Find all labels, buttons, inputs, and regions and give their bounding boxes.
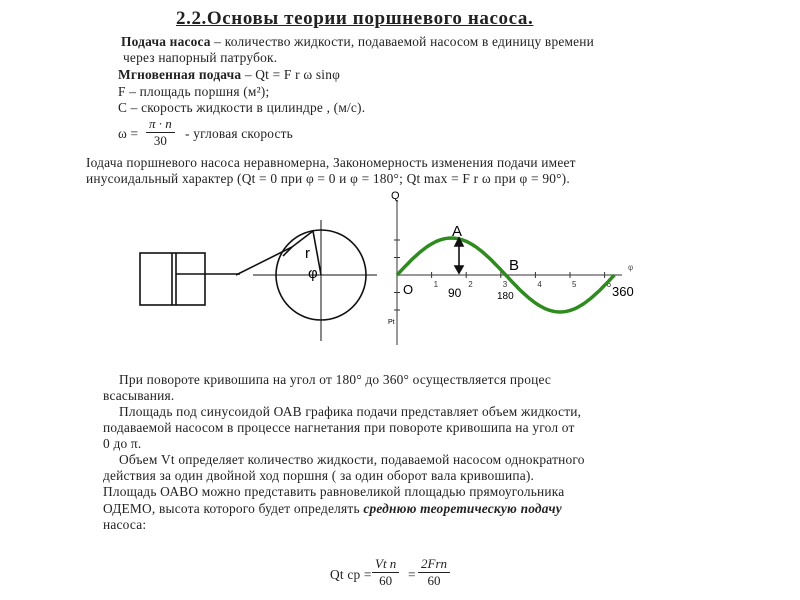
deg-90-label: 90 <box>448 286 462 300</box>
amplitude-arrow <box>455 238 463 273</box>
x-tick-label: 6 <box>606 280 612 289</box>
formula-lhs: Qt ср = <box>330 567 372 582</box>
x-tick-label: 3 <box>502 280 508 289</box>
x-axis-label: φ <box>628 263 634 272</box>
body-p2-line1: Площадь под синусоидой ОАВ графика подачи представляет объем жидкости, <box>119 404 582 419</box>
supply-term: Подача насоса <box>121 34 211 49</box>
x-tick-label: 1 <box>433 280 439 289</box>
omega-description: - угловая скорость <box>185 126 293 141</box>
origin-label: O <box>403 282 414 297</box>
instant-formula: – Qt = F r ω sinφ <box>241 67 341 82</box>
point-b: B <box>509 257 520 274</box>
body-p4-line2-text: ОДЕМО, высота которого будет определять <box>103 501 364 516</box>
y-axis-label: Q <box>391 190 400 202</box>
formula-f2-num: 2Frn <box>418 556 450 573</box>
x-tick-label: 2 <box>468 280 473 289</box>
deg-180-label: 180 <box>497 291 514 302</box>
c-definition: С – скорость жидкости в цилиндре , (м/с). <box>118 100 366 115</box>
page-title: 2.2.Основы теории поршневого насоса. <box>176 8 534 29</box>
body-p4-line1: Площадь ОАВО можно представить равновеликой площадью прямоугольника <box>103 484 565 499</box>
formula-f1-den: 60 <box>379 573 393 588</box>
omega-lhs: ω = <box>118 126 139 141</box>
arrow-head-down <box>455 266 463 273</box>
body-p3-line2: действия за один двойной ход поршня ( за один оборот вала кривошипа). <box>103 468 535 483</box>
formula-f1-num: Vt n <box>372 556 399 573</box>
supply-def-text: – количество жидкости, подаваемой насосом в единицу времени <box>210 34 595 49</box>
omega-numerator: π · n <box>146 116 175 133</box>
emphasis-average-supply: среднюю теоретическую подачу <box>363 501 562 516</box>
r-label: r <box>305 245 310 262</box>
formula-fraction-1 <box>372 556 399 589</box>
cylinder-diagram <box>140 220 377 341</box>
body-p1-line2: всасывания. <box>103 388 175 403</box>
instant-term: Мгновенная подача <box>118 67 242 82</box>
supply-def-line2: через напорный патрубок. <box>123 50 278 65</box>
deg-360-label: 360 <box>612 284 634 299</box>
uneven-line1: Іодача поршневого насоса неравномерна, Закономерность изменения подачи имеет <box>86 155 576 170</box>
formula-f2-den: 60 <box>427 573 441 588</box>
formula-equals: = <box>408 567 416 582</box>
body-p4-line3: насоса: <box>103 517 147 532</box>
connecting-rod <box>236 231 313 275</box>
formula-fraction-2 <box>418 556 450 589</box>
point-a: A <box>452 223 463 240</box>
phi-label: φ <box>308 265 318 282</box>
f-definition: F – площадь поршня (м²); <box>118 84 270 99</box>
x-tick-label: 4 <box>537 280 542 289</box>
body-p1-line1: При повороте кривошипа на угол от 180° до 360° осуществляется процес <box>119 372 552 387</box>
uneven-line2: инусоидальный характер (Qt = 0 при φ = 0 и φ = 180°; Qt max = F r ω при φ = 90°). <box>86 171 570 186</box>
body-p2-line2: подаваемой насосом в процессе нагнетания при повороте кривошипа на угол от <box>103 420 575 435</box>
body-p3-line1: Объем Vt определяет количество жидкости, подаваемой насосом однократного <box>119 452 585 467</box>
body-p2-line3: 0 до π. <box>103 436 142 451</box>
x-tick-label: 5 <box>572 280 577 289</box>
body-p4-line2 <box>103 501 562 517</box>
pt-label: Pt <box>388 319 395 326</box>
omega-denominator: 30 <box>153 133 167 148</box>
